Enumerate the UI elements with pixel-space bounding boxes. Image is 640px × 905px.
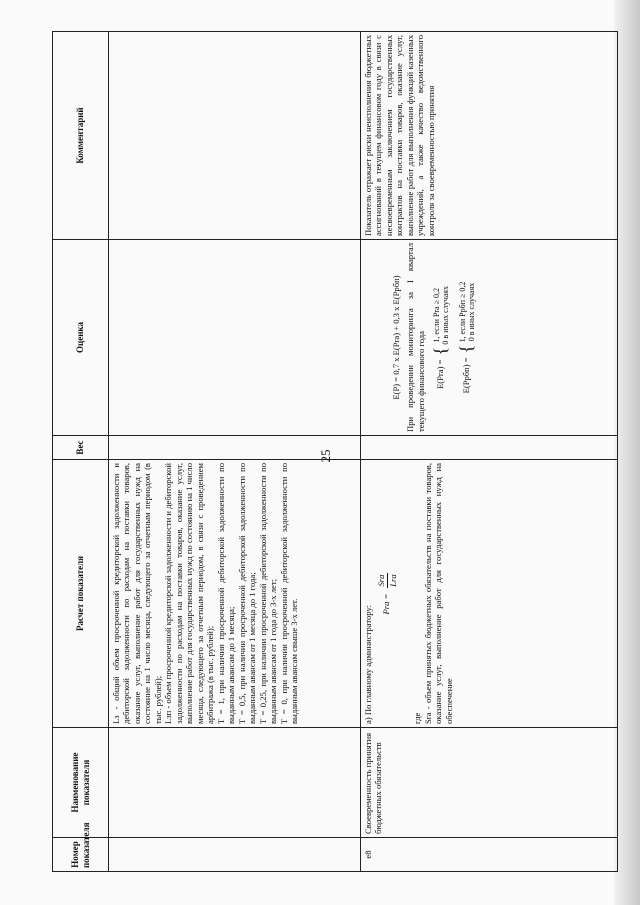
eval-note: При проведении мониторинга за I квартал текущего финансового года <box>405 243 426 432</box>
header-name: Наименование показателя <box>53 728 109 838</box>
cell-empty-comment <box>109 32 361 240</box>
table-row-e8 <box>361 32 618 872</box>
case-lines <box>432 286 450 345</box>
cell-calculation <box>361 460 618 728</box>
rotated-table-container <box>52 32 618 872</box>
calc-line: T = 0,25, при наличии просроченной дебиторской задолженности по выданным авансам от 1 года до 3-х лет; <box>257 463 279 724</box>
cell-empty-weight <box>109 436 361 460</box>
brace-icon: { <box>456 344 477 354</box>
page-number: 25 <box>318 449 333 463</box>
indicators-table <box>52 31 618 872</box>
fraction-denominator: Lra <box>387 574 398 587</box>
case-lines <box>458 282 476 343</box>
calc-line: T = 0, при наличии просроченной дебиторской задолженности по выданным авансам свыше 3-х лет. <box>278 463 300 724</box>
case-line: 0 в иных случаях <box>467 282 477 342</box>
table-row-continuation <box>109 32 361 872</box>
header-comment: Комментарий <box>53 32 109 240</box>
table-header-row <box>53 32 109 872</box>
eval-formula: E(P) = 0,7 x E(Pra) + 0,3 x E(Pрбп) <box>391 275 401 400</box>
formula-lhs: Pra = <box>381 593 392 615</box>
calc-line: Lз - общий объем просроченной кредиторской задолженности и дебиторской задолженности по расходам на поставки товаров, оказание услуг, выполнение работ для государственных нужд на состояние на 1 число месяца, следующего за отчетным периодом (в тыс. рублей); <box>111 463 163 724</box>
case-lhs: E(Pрбп) = <box>461 357 472 394</box>
fraction-numerator: Sra <box>376 574 387 587</box>
calc-definition: Sra - объем принятых бюджетных обязательств на поставки товаров, оказание услуг, выполнение работ для государственных нужд на обеспечение <box>422 463 454 724</box>
cell-empty-name <box>109 728 361 838</box>
cell-comment <box>361 32 618 240</box>
case-line: 1, если Pra ≥ 0,2 <box>432 287 442 343</box>
eval-case-rbp <box>456 243 478 432</box>
calc-line: T = 0,5, при наличии просроченной дебиторской задолженности по выданным авансам от 1 месяца до 1 года; <box>236 463 258 724</box>
cell-indicator-name: Своевременность принятия бюджетных обязательств <box>361 728 618 838</box>
cell-evaluation <box>361 240 618 436</box>
brace-icon: { <box>430 346 451 356</box>
cell-number: е8 <box>361 838 618 872</box>
calc-line: Lзп - объем просроченной кредиторской задолженности и дебиторской задолженности по расходам на поставки товаров, оказание услуг, выполнение работ для государственных нужд по состоянию на 1 число месяца, следующего за отчетным периодом, в связи с проведением арбитража (в тыс. рублей); <box>163 463 216 724</box>
case-brace-group <box>456 282 478 354</box>
case-brace-group <box>430 286 452 355</box>
calc-formula <box>376 463 398 724</box>
case-lhs: E(Pra) = <box>435 359 446 389</box>
header-number: Номер показателя <box>53 838 109 872</box>
calc-intro: а) По главному администратору: <box>363 604 373 724</box>
eval-case-ra <box>430 243 452 432</box>
calc-where: где <box>412 712 423 724</box>
calc-line: T = 1, при наличии просроченной дебиторской задолженности по выданным авансам до 1 месяца; <box>215 463 237 724</box>
cell-weight <box>361 436 618 460</box>
cell-empty-number <box>109 838 361 872</box>
case-line: 0 в иных случаях <box>441 286 451 345</box>
case-line: 1, если Pрбп ≥ 0,2 <box>458 281 468 343</box>
cell-continued-calculation <box>109 460 361 728</box>
comment-text: Показатель отражает риски неисполнения бюджетных ассигнований в текущем финансовом году в связи с несвоевременным заключением государственных контрактов на поставки товаров, оказание услуг, выполнение работ для выполнения функций казенных учреждений, а также качество ведомственного контроля за своевременностью принятия <box>363 35 436 236</box>
header-calculation: Расчет показателя <box>53 460 109 728</box>
formula-fraction <box>376 573 398 589</box>
cell-empty-evaluation <box>109 240 361 436</box>
header-evaluation: Оценка <box>53 240 109 436</box>
header-weight: Вес <box>53 436 109 460</box>
